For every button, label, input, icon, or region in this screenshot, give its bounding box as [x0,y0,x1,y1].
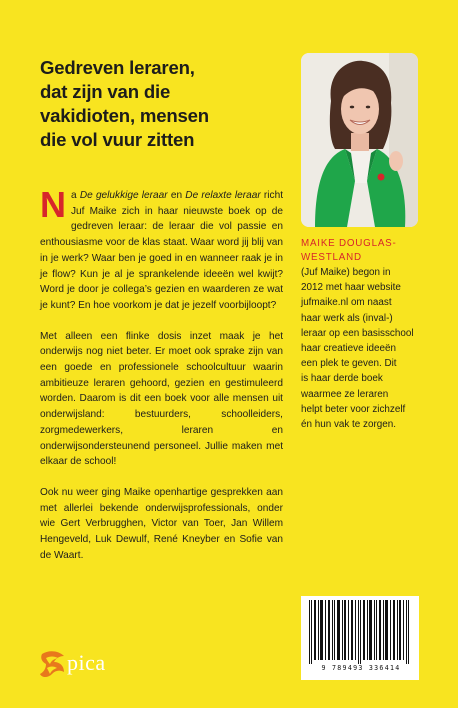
author-bio-line: haar werk als (inval-) [301,312,393,324]
author-bio-line: (Juf Maike) begon in [301,267,391,278]
author-name-line: MAIKE DOUGLAS- [301,238,397,249]
isbn-number: 9 789493 336414 [321,664,401,672]
author-portrait-illustration [301,53,418,227]
author-bio-line: én hun vak te zorgen. [301,419,396,431]
author-bio-line: leraar op een basisschool [301,327,414,339]
author-name-line: WESTLAND [301,252,362,263]
blurb-paragraph-2: Met alleen een flinke dosis inzet maak je het onderwijs nog niet beter. Er moet ook sprake zijn van een goede en professionele schoolcultuur waarin ambitieuze leraren gehoord, gezien en gestimuleerd worden. Daarom is dit een boek voor alle mensen uit onderwijsland: bestuurders, schoolleiders, zorgmedewerkers, leraren en onderwijsondersteunend personeel. Jullie maken met elkaar de school! [40,330,283,468]
author-name [301,237,431,265]
publisher-bird-icon [38,648,68,680]
author-bio-line: haar creatieve ideeën [301,343,396,355]
publisher-name: pica [67,650,106,675]
blurb-paragraph-3: Ook nu weer ging Maike openhartige gesprekken aan met allerlei bekende onderwijsprofessionals, onder wie Gert Verbrugghen, Victor van Toer, Jan Willem Hengeveld, Luk Dewulf, René Kneyber en Sofie van de Waart. [40,486,283,561]
book-title: De gelukkige leraar [79,190,168,201]
headline-line: dat zijn van die [40,81,171,102]
author-bio-line: 2012 met haar website [301,282,401,294]
headline [40,56,280,152]
barcode-bars [307,600,413,664]
drop-cap: N [40,184,66,225]
blurb-text: a [71,190,80,201]
headline-line: Gedreven leraren, [40,57,195,78]
author-bio-line: waarmee ze leraren [301,388,389,400]
blurb-paragraph-1 [40,184,284,314]
book-title: De relaxte leraar [185,190,261,201]
author-photo [301,53,418,227]
author-bio-line: helpt beter voor zichzelf [301,403,406,415]
blurb-text: en [167,190,186,201]
isbn-barcode [301,596,419,680]
headline-line: vakidioten, mensen [40,105,209,126]
blurb [40,184,284,578]
author-bio-line: een plek te geven. Dit [301,358,397,370]
headline-line: die vol vuur zitten [40,129,195,150]
author-bio-line: jufmaike.nl om naast [301,297,392,309]
author-bio [301,265,419,432]
author-bio-line: is haar derde boek [301,373,383,385]
blurb-text: richt Juf Maike zich in haar nieuwste boek op de gedreven leraar: de leraar die vol passie en enthousiasme voor de klas staat. Waar word jij blij van in je werk? Waar ben je goed in en wanneer raak je in je flow? Kun je al je sprankelende ideeën wel kwijt? Word je door je collega’s gezien en waarderen ze wat je kunt? En hoe voorkom je dat je jezelf voorbijloopt? [40,190,284,311]
